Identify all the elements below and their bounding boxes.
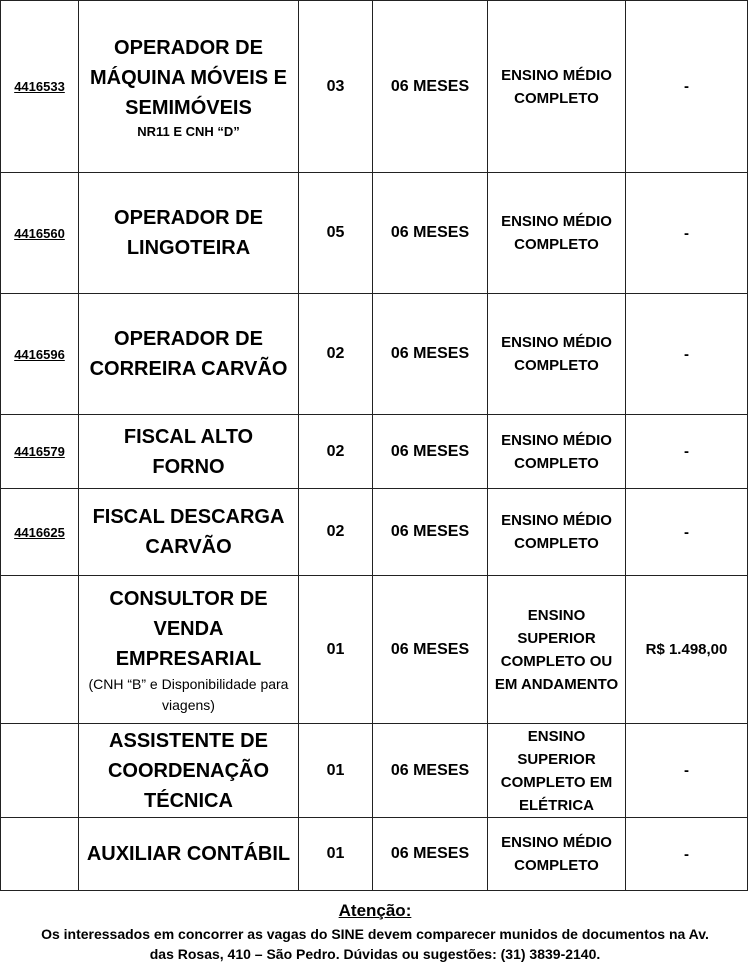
vacancy-count: 01	[299, 818, 373, 891]
contract-duration: 06 MESES	[373, 576, 488, 724]
job-title: ASSISTENTE DE COORDENAÇÃO TÉCNICA	[79, 724, 299, 818]
salary: -	[626, 415, 748, 489]
vacancy-count: 01	[299, 576, 373, 724]
job-code[interactable]: 4416560	[1, 173, 79, 294]
job-code[interactable]: 4416596	[1, 294, 79, 415]
contract-duration: 06 MESES	[373, 173, 488, 294]
job-title: AUXILIAR CONTÁBIL	[79, 818, 299, 891]
contract-duration: 06 MESES	[373, 1, 488, 173]
job-note: NR11 E CNH “D”	[137, 123, 240, 139]
job-note: (CNH “B” e Disponibilidade para viagens)	[88, 675, 289, 713]
job-code[interactable]: 4416579	[1, 415, 79, 489]
job-title: FISCAL ALTO FORNO	[79, 415, 299, 489]
salary: -	[626, 294, 748, 415]
contract-duration: 06 MESES	[373, 724, 488, 818]
education-requirement: ENSINO MÉDIO COMPLETO	[488, 415, 626, 489]
table-row	[1, 173, 748, 294]
contract-duration: 06 MESES	[373, 489, 488, 576]
table-row	[1, 489, 748, 576]
job-code[interactable]: 4416625	[1, 489, 79, 576]
job-title: OPERADOR DE CORREIRA CARVÃO	[79, 294, 299, 415]
vacancy-count: 01	[299, 724, 373, 818]
salary: -	[626, 724, 748, 818]
job-code[interactable]: 4416533	[1, 1, 79, 173]
table-row	[1, 576, 748, 724]
education-requirement: ENSINO MÉDIO COMPLETO	[488, 173, 626, 294]
education-requirement: ENSINO MÉDIO COMPLETO	[488, 818, 626, 891]
job-code	[1, 818, 79, 891]
table-row	[1, 415, 748, 489]
job-title: CONSULTOR DE VENDA EMPRESARIAL (CNH “B” e Disponibilidade para viagens)	[79, 576, 299, 724]
salary: R$ 1.498,00	[626, 576, 748, 724]
table-row	[1, 1, 748, 173]
education-requirement: ENSINO MÉDIO COMPLETO	[488, 1, 626, 173]
vacancy-count: 02	[299, 489, 373, 576]
vacancy-count: 02	[299, 294, 373, 415]
contract-duration: 06 MESES	[373, 294, 488, 415]
attention-footer	[0, 900, 750, 964]
vacancy-count: 02	[299, 415, 373, 489]
contract-duration: 06 MESES	[373, 415, 488, 489]
vacancy-count: 05	[299, 173, 373, 294]
attention-heading: Atenção:	[338, 901, 412, 920]
table-row	[1, 294, 748, 415]
salary: -	[626, 173, 748, 294]
job-code	[1, 576, 79, 724]
job-title: OPERADOR DE MÁQUINA MÓVEIS E SEMIMÓVEIS NR11 E CNH “D”	[79, 1, 299, 173]
education-requirement: ENSINO SUPERIOR COMPLETO EM ELÉTRICA	[488, 724, 626, 818]
job-title: FISCAL DESCARGA CARVÃO	[79, 489, 299, 576]
education-requirement: ENSINO MÉDIO COMPLETO	[488, 489, 626, 576]
table-row	[1, 818, 748, 891]
job-code	[1, 724, 79, 818]
table-row	[1, 724, 748, 818]
vacancy-count: 03	[299, 1, 373, 173]
education-requirement: ENSINO SUPERIOR COMPLETO OU EM ANDAMENTO	[488, 576, 626, 724]
salary: -	[626, 818, 748, 891]
attention-text: Os interessados em concorrer as vagas do SINE devem comparecer munidos de documentos na Av. das Rosas, 410 – São Pedro. Dúvidas ou sugestões: (31) 3839-2140.	[41, 926, 709, 962]
salary: -	[626, 489, 748, 576]
contract-duration: 06 MESES	[373, 818, 488, 891]
job-title: OPERADOR DE LINGOTEIRA	[79, 173, 299, 294]
salary: -	[626, 1, 748, 173]
education-requirement: ENSINO MÉDIO COMPLETO	[488, 294, 626, 415]
